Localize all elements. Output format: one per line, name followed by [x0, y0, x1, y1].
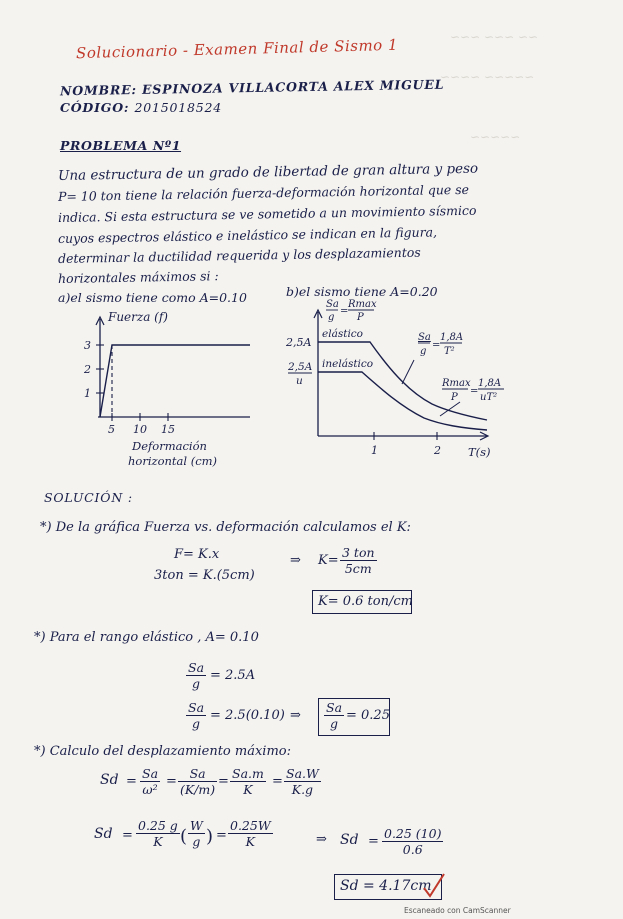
- problem-line-4: cuyos espectros elástico e inelástico se indican en la figura,: [57, 224, 438, 246]
- name-label: NOMBRE:: [59, 82, 138, 99]
- ylabel-g: g: [328, 312, 335, 323]
- sd2-frac-2: $\frac{0.25W}{K}$: [230, 818, 271, 849]
- x-axis-label-1: Deformación: [132, 439, 207, 453]
- x-axis-label-2: horizontal (cm): [128, 454, 218, 468]
- solution-heading: SOLUCIÓN :: [44, 490, 133, 505]
- svg-text:g: g: [420, 346, 427, 357]
- student-code: 2015018524: [134, 100, 222, 115]
- k-result: K= 0.6 ton/cm: [318, 594, 413, 609]
- sd-result: Sd = 4.17cm: [340, 878, 432, 894]
- case-b: b)el sismo tiene A=0.20: [286, 284, 438, 299]
- arrow-2: ⇒: [290, 708, 301, 723]
- sd3-frac: $\frac{0.25 (10)}{0.6}$: [384, 826, 442, 857]
- problem-line-3: indica. Si esta estructura se ve sometido a un movimiento sísmico: [57, 202, 477, 225]
- problem-heading: PROBLEMA Nº1: [60, 138, 182, 153]
- checkmark-icon: [420, 870, 448, 900]
- x-tick-15: 15: [161, 423, 175, 436]
- svg-text:uT²: uT²: [480, 392, 498, 403]
- t-tick-1: 1: [371, 444, 378, 457]
- sd-lhs-1: Sd: [100, 772, 119, 788]
- svg-text:T²: T²: [444, 346, 455, 357]
- y-tick-2: 2: [84, 363, 91, 376]
- ylabel-p: P: [357, 312, 364, 323]
- level-2-5a-u-num: 2,5A: [288, 361, 313, 373]
- svg-text:1,8A: 1,8A: [440, 332, 464, 343]
- t-tick-2: 2: [434, 444, 441, 457]
- problem-line-2: P= 10 ton tiene la relación fuerza-deformación horizontal que se: [57, 181, 470, 204]
- level-2-5a-u-den: u: [296, 375, 303, 387]
- svg-text:Sa: Sa: [418, 332, 431, 343]
- arrow-1: ⇒: [290, 553, 301, 568]
- ylabel-sa: Sa: [326, 299, 339, 310]
- sa-result-frac: $\frac{Sa}{g}$: [326, 700, 343, 731]
- arrow-3: ⇒: [316, 832, 327, 847]
- k-lhs: K=: [318, 553, 339, 568]
- eq-sign: =: [166, 774, 177, 789]
- force-deformation-graph: [70, 305, 270, 470]
- step-1: *) De la gráfica Fuerza vs. deformación calculamos el K:: [40, 520, 411, 535]
- sd-frac-2: $\frac{Sa}{(K/m)}$: [180, 766, 216, 797]
- step-2: *) Para el rango elástico , A= 0.10: [34, 630, 259, 645]
- sa-result: = 0.25: [346, 708, 390, 723]
- step-3: *) Calculo del desplazamiento máximo:: [34, 744, 291, 759]
- bleed-through-marks: ∽∽∽∽∽: [470, 130, 521, 144]
- x-tick-10: 10: [133, 423, 147, 436]
- code-row: [60, 100, 222, 115]
- eq-sign: =: [272, 774, 283, 789]
- sa-over-g-2: $\frac{Sa}{g}$: [188, 700, 205, 731]
- spectra-graph: [282, 296, 507, 466]
- sd-frac-3: $\frac{Sa.m}{K}$: [232, 766, 264, 797]
- eq-3ton: 3ton = K.(5cm): [154, 568, 255, 583]
- eq-f-kx: F= K.x: [174, 547, 220, 562]
- sa-eq-2-5a: = 2.5A: [210, 668, 256, 683]
- inelastic-label: inelástico: [322, 358, 374, 370]
- y-axis-label: Fuerza (f): [108, 310, 168, 324]
- bleed-through-marks: ∽∽∽∽ ∽∽∽∽∽: [440, 70, 535, 84]
- level-2-5a: 2,5A: [286, 336, 312, 349]
- svg-text:1,8A: 1,8A: [478, 378, 502, 389]
- document-title: Solucionario - Examen Final de Sismo 1: [75, 35, 399, 63]
- eq-sign: =: [218, 774, 229, 789]
- force-curve: [100, 345, 250, 417]
- eq-sign: =: [126, 774, 137, 789]
- x-tick-5: 5: [108, 423, 115, 436]
- svg-text:=: =: [470, 386, 479, 397]
- sd-lhs-2: Sd: [94, 826, 113, 842]
- k-fraction: 3 ton 5cm: [342, 545, 375, 576]
- eq-sign: =: [122, 828, 133, 843]
- sa-over-g-1: $\frac{Sa}{g}$: [188, 660, 205, 691]
- problem-line-1: Una estructura de un grado de libertad de gran altura y peso: [57, 160, 479, 184]
- eq-sign: =: [216, 828, 227, 843]
- sd-frac-4: $\frac{Sa.W}{K.g}$: [286, 766, 319, 797]
- t-axis-label: T(s): [468, 445, 491, 459]
- problem-line-6: horizontales máximos si :: [57, 268, 219, 286]
- student-name: ESPINOZA VILLACORTA ALEX MIGUEL: [141, 76, 445, 97]
- elastic-label: elástico: [322, 328, 364, 340]
- problem-line-5: determinar la ductilidad requerida y los desplazamientos: [57, 244, 421, 266]
- case-a: a)el sismo tiene como A=0.10: [58, 290, 247, 305]
- svg-text:Rmax: Rmax: [442, 378, 471, 389]
- code-label: CÓDIGO:: [60, 100, 130, 115]
- name-row: [60, 77, 444, 99]
- eq-sign: =: [368, 834, 379, 849]
- svg-text:P: P: [451, 392, 458, 403]
- y-tick-1: 1: [84, 387, 91, 400]
- y-tick-3: 3: [84, 339, 91, 352]
- scanner-watermark: Escaneado con CamScanner: [404, 906, 511, 915]
- sd-lhs-3: Sd: [340, 832, 359, 848]
- ylabel-rmax: Rmax: [348, 299, 377, 310]
- svg-text:=: =: [340, 306, 349, 317]
- bleed-through-marks: ∽∽∽ ∽∽∽ ∽∽: [450, 30, 539, 44]
- paren-open: (: [180, 826, 188, 847]
- svg-text:=: =: [432, 340, 441, 351]
- sa-eq-value: = 2.5(0.10): [210, 708, 285, 723]
- paren-close: ): [206, 826, 214, 847]
- sd-frac-1: $\frac{Sa}{\text{ω²}}$: [142, 766, 159, 797]
- sd2-paren-frac: $\frac{W}{g}$: [190, 818, 203, 849]
- sd2-frac-1: $\frac{0.25 g}{K}$: [138, 818, 178, 849]
